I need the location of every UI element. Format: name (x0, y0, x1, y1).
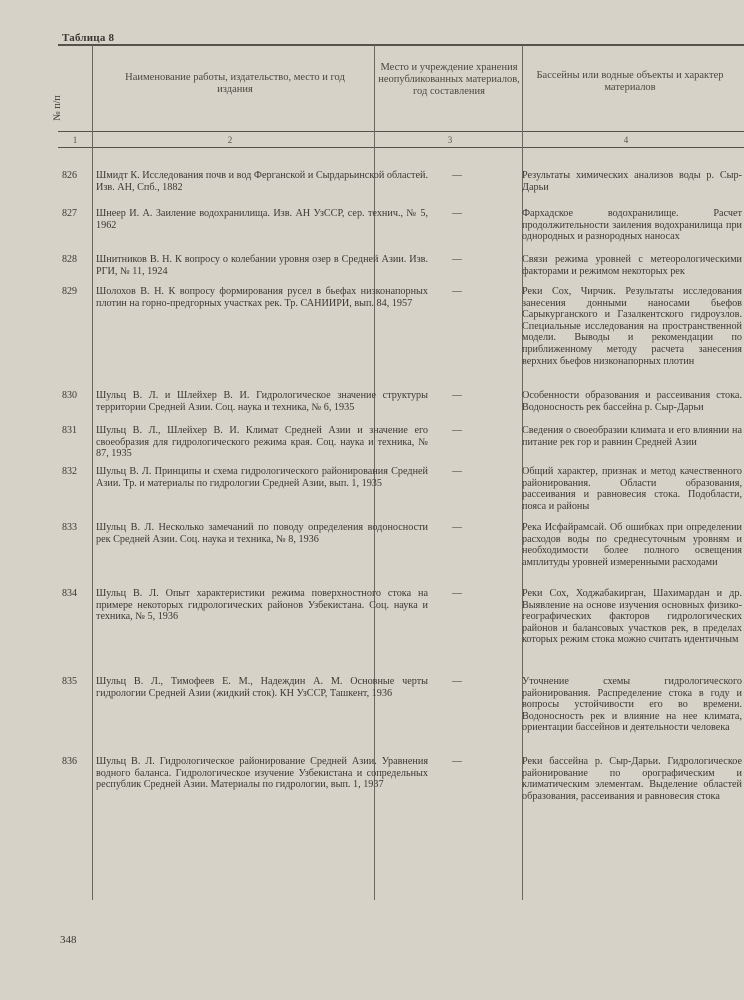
row-basin: Реки бассейна р. Сыр-Дарьи. Гидрологическое районирование по орографическим и климатическим элементам. Выделение областей образования, рассеивания и равновесия стока (522, 756, 742, 802)
row-place: — (452, 522, 462, 533)
row-work: Шульц В. Л. Гидрологическое районирование Средней Азии. Уравнения водного баланса. Гидрологическое изучение Узбекистана и сопредельных республик Средней Азии. Материалы по гидрологии, вып. 1, 1937 (96, 756, 428, 791)
row-number: 835 (62, 676, 77, 687)
header-place: Место и учреждение хранения неопубликованных материалов, год составления (378, 62, 520, 97)
row-number: 833 (62, 522, 77, 533)
row-place: — (452, 170, 462, 181)
page-number: 348 (60, 934, 77, 946)
row-work: Шульц В. Л. Опыт характеристики режима поверхностного стока на примере некоторых гидрологических районов Узбекистана. Соц. наука и техника, № 5, 1936 (96, 588, 428, 623)
row-basin: Реки Сох, Чирчик. Результаты исследования занесения донными наносами бьефов Сарыкурганского и Газалкентского гидроузлов. Специальные исследования на пространственной модели. Выводы и рекомендации по приближенному методу расчета занесения верхних бьефов низконапорных плотин (522, 286, 742, 367)
row-number: 832 (62, 466, 77, 477)
header-work: Наименование работы, издательство, место и год издания (125, 72, 345, 95)
row-number: 827 (62, 208, 77, 219)
table-title: Таблица 8 (62, 32, 115, 44)
row-work: Шмидт К. Исследования почв и вод Ферганской и Сырдарьинской областей. Изв. АН, Спб., 1882 (96, 170, 428, 193)
row-basin: Реки Сох, Ходжабакирган, Шахимардан и др. Выявление на основе изучения основных физико-географических факторов гидрологических районов и балансовых участков рек, в пределах которых режим стока можно считать идентичным (522, 588, 742, 646)
row-work: Шульц В. Л. и Шлейхер В. И. Гидрологическое значение структуры территории Средней Азии. Соц. наука и техника, № 6, 1935 (96, 390, 428, 413)
colnum-4: 4 (623, 135, 629, 145)
row-basin: Результаты химических анализов воды р. Сыр-Дарьи (522, 170, 742, 193)
row-work: Шнеер И. А. Заиление водохранилища. Изв. АН УзССР, сер. технич., № 5, 1962 (96, 208, 428, 231)
row-place: — (452, 425, 462, 436)
row-place: — (452, 466, 462, 477)
row-place: — (452, 254, 462, 265)
row-place: — (452, 588, 462, 599)
row-number: 828 (62, 254, 77, 265)
header-basin: Бассейны или водные объекты и характер материалов (536, 70, 724, 93)
row-basin: Связи режима уровней с метеорологическими факторами и режимом некоторых рек (522, 254, 742, 277)
row-work: Шульц В. Л., Тимофеев Е. М., Надеждин А. М. Основные черты гидрологии Средней Азии (жидкий сток). КН УзССР, Ташкент, 1936 (96, 676, 428, 699)
row-number: 826 (62, 170, 77, 181)
row-basin: Общий характер, признак и метод качественного районирования. Области образования, рассеивания и равновесия стока. Подобласти, пояса и районы (522, 466, 742, 512)
row-basin: Река Исфайрамсай. Об ошибках при определении расходов воды по среднесуточным уровням и необходимости более полного освещения амплитуды уровней измеренными расходами (522, 522, 742, 568)
row-place: — (452, 390, 462, 401)
row-basin: Фархадское водохранилище. Расчет продолжительности заиления водохранилища при однородных и разнородных наносах (522, 208, 742, 243)
row-basin: Особенности образования и рассеивания стока. Водоносность рек бассейна р. Сыр-Дарьи (522, 390, 742, 413)
row-number: 836 (62, 756, 77, 767)
row-work: Шульц В. Л. Принципы и схема гидрологического районирования Средней Азии. Тр. и материалы по гидрологии Средней Азии, вып. 1, 1935 (96, 466, 428, 489)
row-basin: Сведения о своеобразии климата и его влиянии на питание рек гор и равнин Средней Азии (522, 425, 742, 448)
row-work: Шнитников В. Н. К вопросу о колебании уровня озер в Средней Азии. Изв. РГИ, № 11, 1924 (96, 254, 428, 277)
row-work: Шульц В. Л. Несколько замечаний по поводу определения водоносности рек Средней Азии. Соц. наука и техника, № 8, 1936 (96, 522, 428, 545)
colnum-2: 2 (227, 135, 233, 145)
row-place: — (452, 676, 462, 687)
row-work: Шолохов В. Н. К вопросу формирования русел в бьефах низконапорных плотин на горно-предгорных участках рек. Тр. САНИИРИ, вып. 84, 1957 (96, 286, 428, 309)
header-top-rule (58, 44, 744, 46)
header-bottom-rule (58, 131, 744, 132)
header-num: № п/п (52, 95, 63, 121)
colnum-bottom-rule (58, 147, 744, 148)
colnum-1: 1 (72, 135, 78, 145)
row-number: 834 (62, 588, 77, 599)
row-work: Шульц В. Л., Шлейхер В. И. Климат Средней Азии и значение его своеобразия для гидрологического режима края. Соц. наука и техника, № 87, 1935 (96, 425, 428, 460)
row-place: — (452, 756, 462, 767)
row-basin: Уточнение схемы гидрологического районирования. Распределение стока в году и вопросы устойчивости его во времени. Водоносность рек и влияние на нее климата, ориентации бассейнов и деятельности человека (522, 676, 742, 734)
row-number: 831 (62, 425, 77, 436)
row-place: — (452, 208, 462, 219)
row-place: — (452, 286, 462, 297)
row-number: 829 (62, 286, 77, 297)
row-number: 830 (62, 390, 77, 401)
colnum-3: 3 (447, 135, 453, 145)
